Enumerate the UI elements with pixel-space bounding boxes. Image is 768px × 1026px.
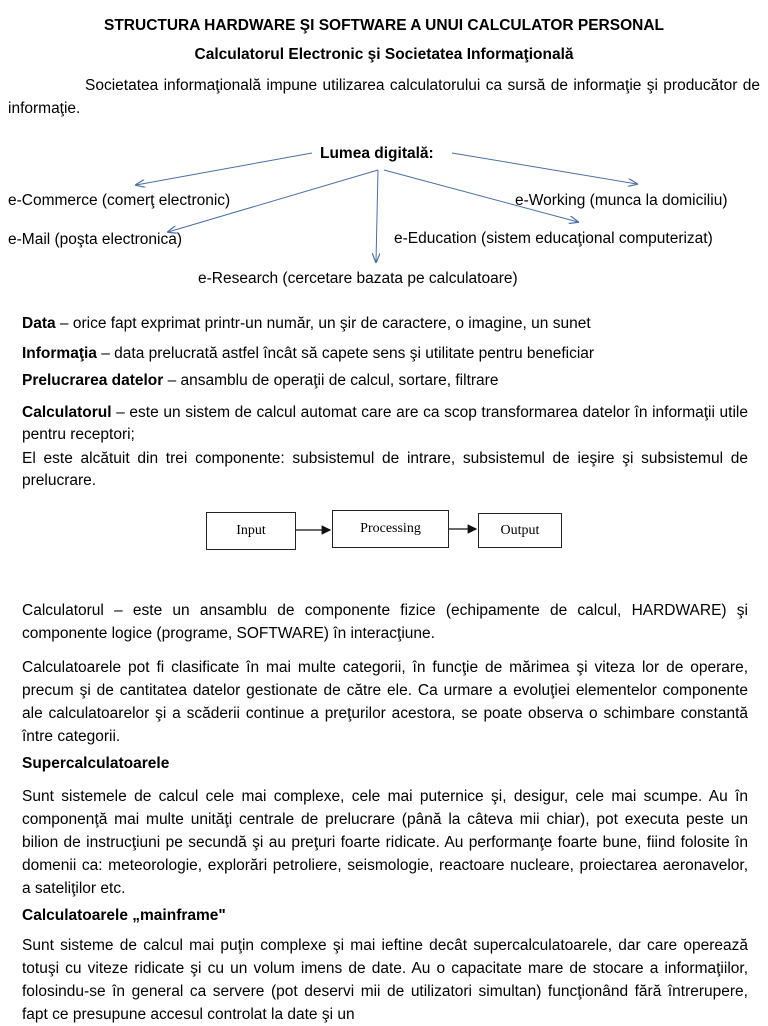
item-eeducation: e-Education (sistem educaţional computerizat): [394, 230, 713, 247]
document-title: STRUCTURA HARDWARE ŞI SOFTWARE A UNUI CALCULATOR PERSONAL: [104, 17, 664, 34]
definition-text: – ansamblu de operaţii de calcul, sortare, filtrare: [163, 372, 499, 389]
definition-text: – data prelucrată astfel încât să capete sens şi utilitate pentru beneficiar: [96, 345, 595, 362]
intro-paragraph: Societatea informaţională impune utilizarea calculatorului ca sursă de informaţie şi producător de informaţie.: [8, 77, 760, 117]
flow-input-box: Input: [206, 512, 296, 550]
definition-term: Calculatorul: [22, 404, 112, 421]
definition-term: Data: [22, 315, 56, 332]
item-eworking: e-Working (munca la domiciliu): [515, 192, 728, 209]
item-email: e-Mail (poşta electronica): [8, 231, 183, 248]
definition-text: – orice fapt exprimat printr-un număr, un şir de caractere, o imagine, un sunet: [55, 315, 591, 332]
mainframe-paragraph: Sunt sisteme de calcul mai puţin complexe şi mai ieftine decât supercalculatoarele, dar care operează totuşi cu viteze ridicate şi cu un volum imens de date. Au o capacitate mare de stocare a informaţiilor, folosindu-se în general ca servere (pot deservi mii de utilizatori simultan) funcţionând fără întrerupere, fapt ce presupune accesul controlat la date şi un: [22, 937, 748, 1023]
supercomputers-paragraph: Sunt sistemele de calcul cele mai complexe, cele mai puternice şi, desigur, cele mai scumpe. Au în componenţă mai multe unităţi centrale de prelucrare (până la câteva mii chiar), pot executa peste un bilion de instrucţiuni pe secundă şi au preţuri foarte ridicate. Au performanţe foarte bune, fiind folosite în domenii ca: meteorologie, explorări petroliere, seismologie, reactoare nucleare, proiectarea aeronavelor, a sateliţilor etc.: [22, 788, 748, 897]
document-subtitle: Calculatorul Electronic şi Societatea Informaţională: [194, 46, 574, 63]
digital-world-center: Lumea digitală:: [320, 145, 434, 162]
definition-text: – este un sistem de calcul automat care are ca scop transformarea datelor în informaţii utile pentru receptori;: [22, 404, 748, 443]
computer-definition-paragraph: Calculatorul – este un ansamblu de componente fizice (echipamente de calcul, HARDWARE) şi componente logice (programe, SOFTWARE) în interacţiune.: [22, 602, 748, 642]
flow-output-box: Output: [478, 513, 562, 548]
supercomputers-heading: Supercalculatoarele: [22, 755, 170, 772]
definition-term: Prelucrarea datelor: [22, 372, 164, 389]
mainframe-heading: Calculatoarele „mainframe": [22, 907, 226, 924]
item-eresearch: e-Research (cercetare bazata pe calculatoare): [198, 270, 518, 287]
components-paragraph: El este alcătuit din trei componente: subsistemul de intrare, subsistemul de ieşire şi subsistemul de prelucrare.: [22, 450, 748, 489]
classification-paragraph: Calculatoarele pot fi clasificate în mai multe categorii, în funcţie de mărimea şi viteza lor de operare, precum şi de cantitatea datelor gestionate de către ele. Ca urmare a evoluţiei elementelor componente ale calculatoarelor şi a scăderii continue a preţurilor acestora, se poate observa o schimbare constantă între categorii.: [22, 659, 748, 745]
item-ecommerce: e-Commerce (comerţ electronic): [8, 192, 231, 209]
flow-processing-box: Processing: [332, 510, 449, 548]
definition-term: Informaţia: [22, 345, 97, 362]
